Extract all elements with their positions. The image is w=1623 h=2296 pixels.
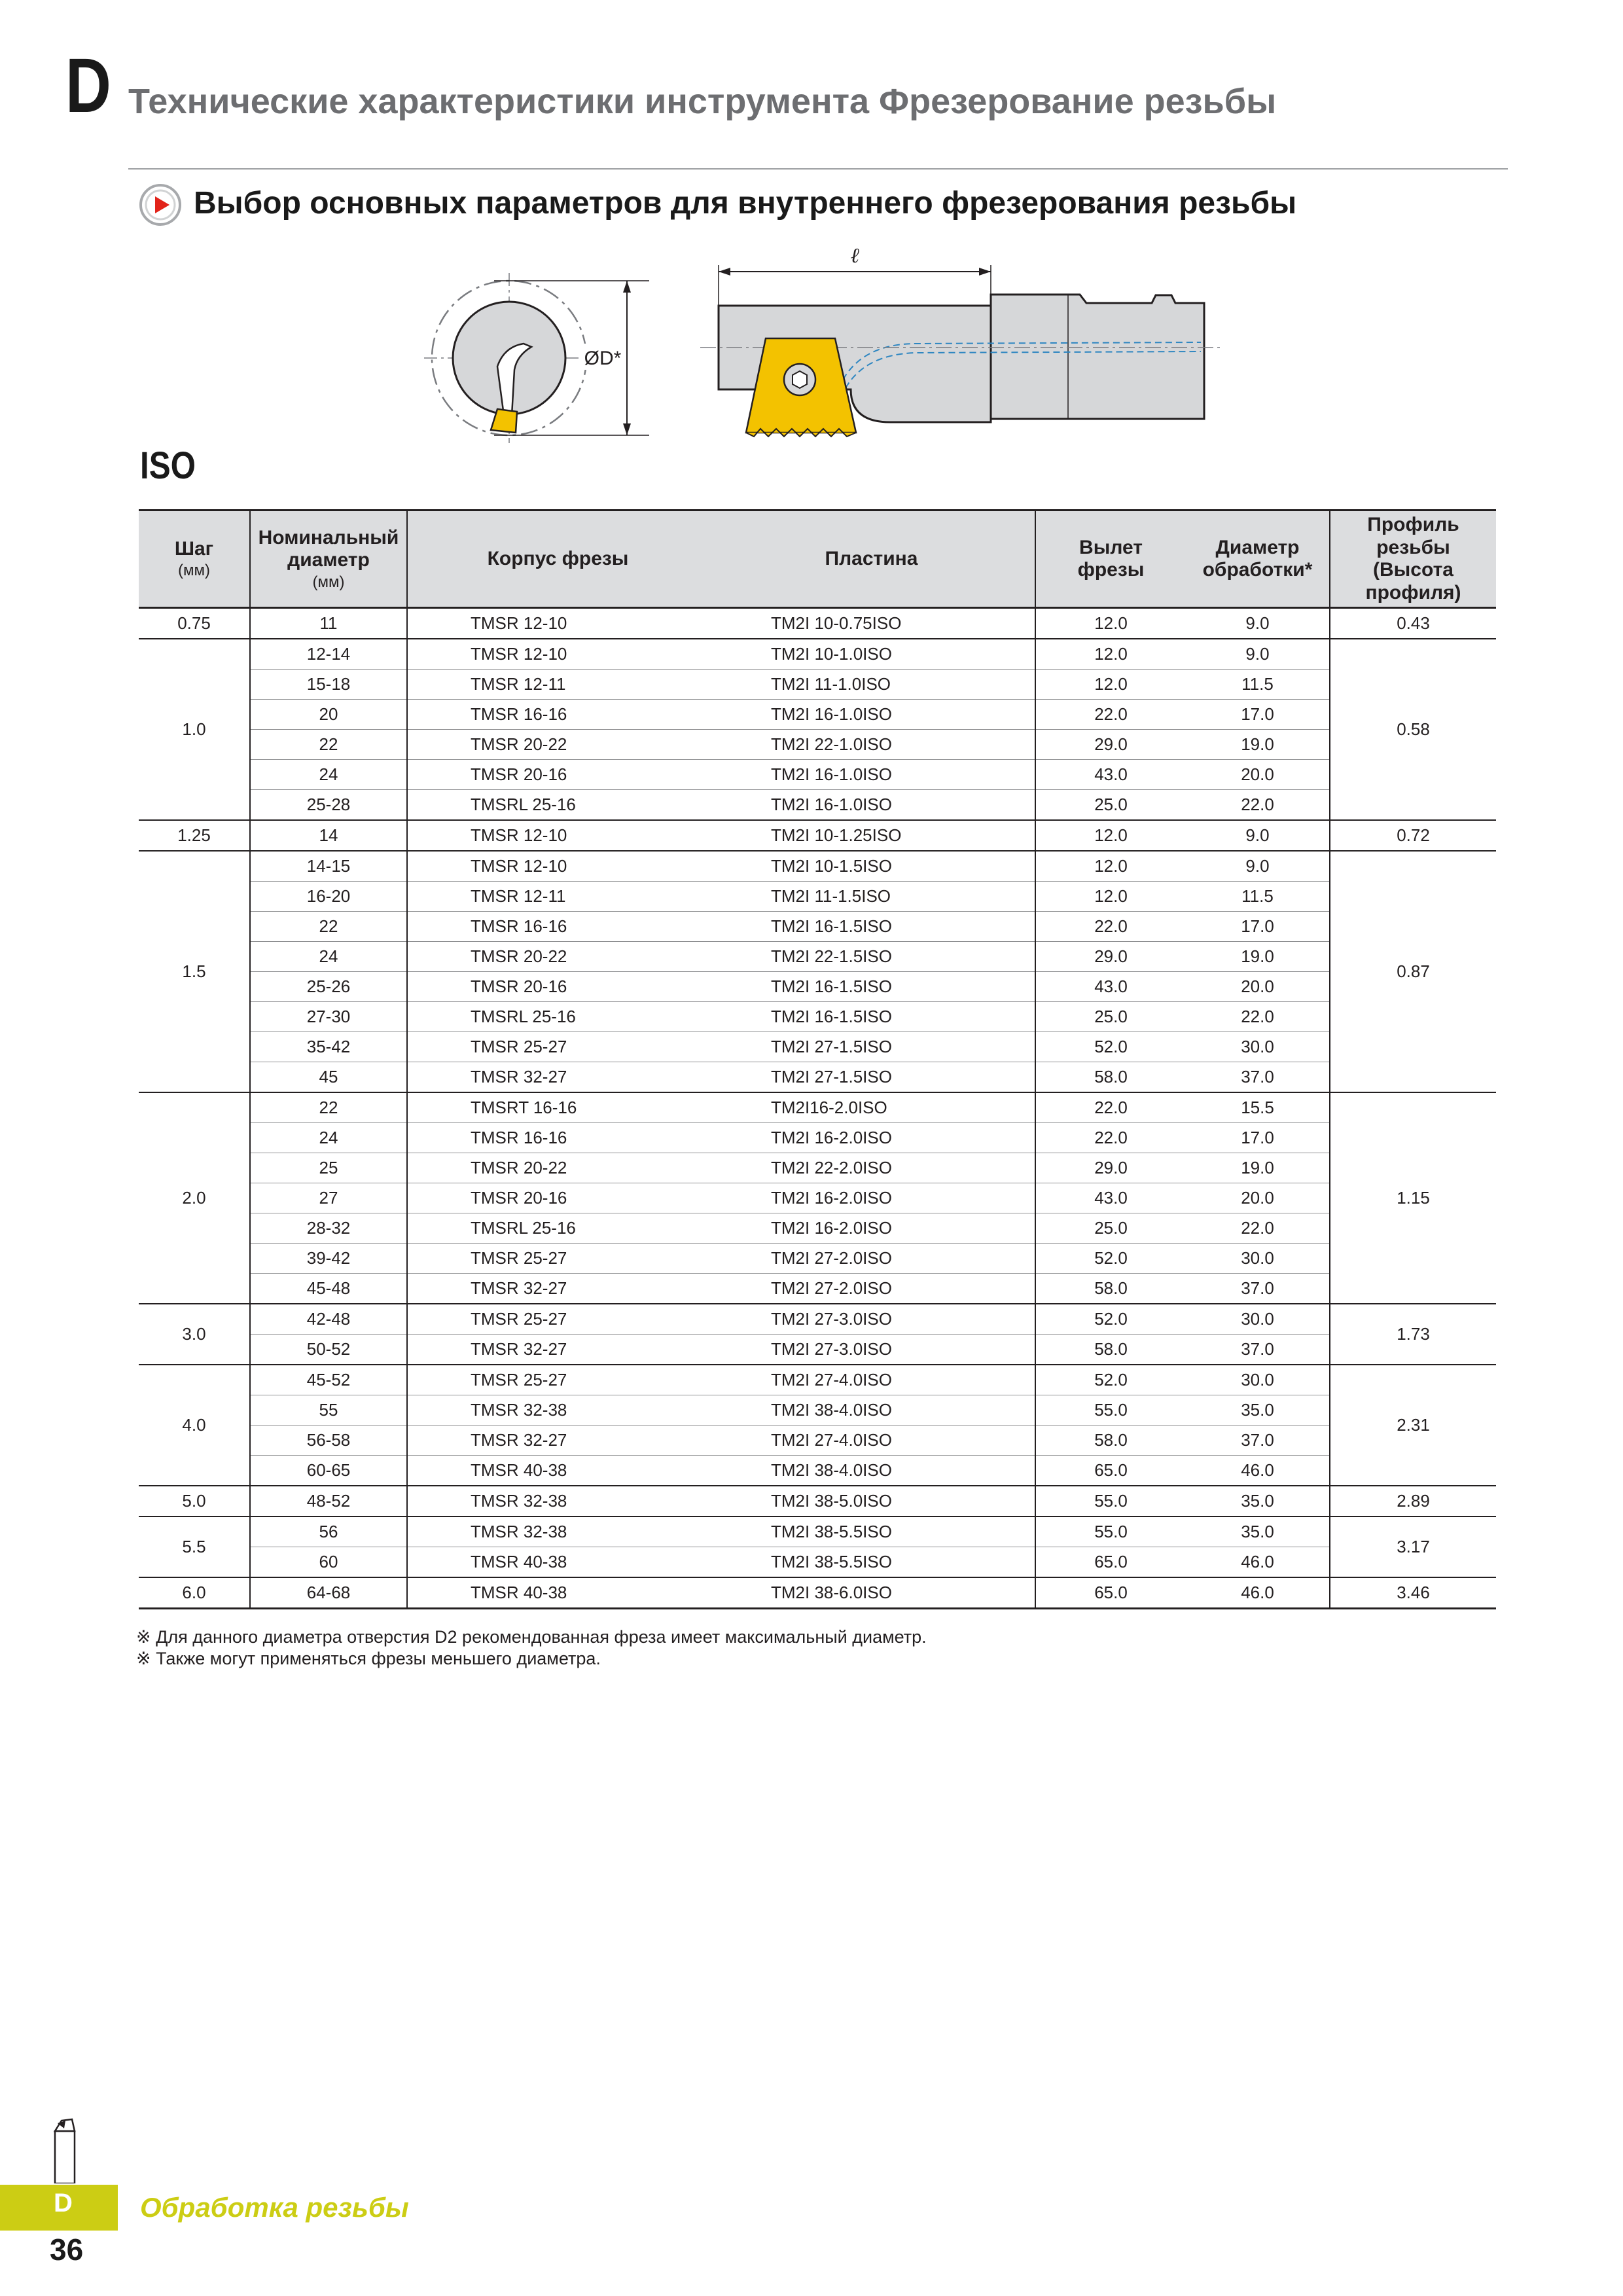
insert-cell: TM2I 38-6.0ISO <box>708 1577 1035 1609</box>
insert-cell: TM2I 16-1.5ISO <box>708 1002 1035 1032</box>
insert-cell: TM2I 38-4.0ISO <box>708 1395 1035 1426</box>
insert-cell: TM2I 38-5.5ISO <box>708 1547 1035 1578</box>
page-title: Технические характеристики инструмента Фрезерование резьбы <box>128 82 1277 121</box>
header-machining-diameter: Диаметр обработки* <box>1186 511 1330 608</box>
body-cell: TMSR 16-16 <box>407 1123 708 1153</box>
body-cell: TMSRL 25-16 <box>407 1002 708 1032</box>
body-cell: TMSR 16-16 <box>407 700 708 730</box>
insert-cell: TM2I 10-0.75ISO <box>708 608 1035 639</box>
machining-diameter-cell: 46.0 <box>1186 1577 1330 1609</box>
overhang-cell: 22.0 <box>1035 1092 1186 1123</box>
overhang-cell: 58.0 <box>1035 1426 1186 1456</box>
body-cell: TMSR 32-27 <box>407 1426 708 1456</box>
overhang-cell: 29.0 <box>1035 1153 1186 1183</box>
title-divider <box>128 168 1508 170</box>
nominal-cell: 35-42 <box>250 1032 407 1062</box>
overhang-cell: 43.0 <box>1035 972 1186 1002</box>
nominal-cell: 11 <box>250 608 407 639</box>
table-header-row <box>139 511 1496 608</box>
body-cell: TMSR 25-27 <box>407 1032 708 1062</box>
header-body: Корпус фрезы <box>407 511 708 608</box>
body-cell: TMSRT 16-16 <box>407 1092 708 1123</box>
overhang-cell: 22.0 <box>1035 912 1186 942</box>
table-row <box>139 851 1496 882</box>
spec-table <box>139 509 1496 1609</box>
machining-diameter-cell: 9.0 <box>1186 608 1330 639</box>
nominal-cell: 12-14 <box>250 639 407 670</box>
overhang-cell: 43.0 <box>1035 1183 1186 1213</box>
footnote: ※ Для данного диаметра отверстия D2 рекомендованная фреза имеет максимальный диаметр. <box>136 1627 927 1647</box>
table-row <box>139 760 1496 790</box>
insert-cell: TM2I 16-2.0ISO <box>708 1123 1035 1153</box>
overhang-cell: 65.0 <box>1035 1547 1186 1578</box>
body-cell: TMSR 12-10 <box>407 820 708 851</box>
thread-mill-icon <box>42 2118 88 2183</box>
table-row <box>139 1547 1496 1578</box>
body-cell: TMSR 20-22 <box>407 942 708 972</box>
nominal-cell: 24 <box>250 760 407 790</box>
machining-diameter-cell: 9.0 <box>1186 851 1330 882</box>
nominal-cell: 22 <box>250 912 407 942</box>
insert-cell: TM2I 27-4.0ISO <box>708 1365 1035 1395</box>
body-cell: TMSR 12-10 <box>407 639 708 670</box>
nominal-cell: 22 <box>250 730 407 760</box>
overhang-cell: 12.0 <box>1035 608 1186 639</box>
table-row <box>139 1304 1496 1335</box>
header-pitch: Шаг (мм) <box>139 511 250 608</box>
overhang-cell: 52.0 <box>1035 1365 1186 1395</box>
length-label: ℓ <box>850 243 859 267</box>
nominal-cell: 20 <box>250 700 407 730</box>
nominal-cell: 16-20 <box>250 882 407 912</box>
overhang-cell: 65.0 <box>1035 1456 1186 1486</box>
overhang-cell: 65.0 <box>1035 1577 1186 1609</box>
header-nominal: Номинальный диаметр (мм) <box>250 511 407 608</box>
diameter-label: ØD* <box>584 348 622 369</box>
insert-cell: TM2I 10-1.5ISO <box>708 851 1035 882</box>
nominal-cell: 60-65 <box>250 1456 407 1486</box>
overhang-cell: 58.0 <box>1035 1335 1186 1365</box>
body-cell: TMSR 20-16 <box>407 1183 708 1213</box>
table-row <box>139 670 1496 700</box>
body-cell: TMSRL 25-16 <box>407 1213 708 1244</box>
table-row <box>139 1486 1496 1516</box>
table-row <box>139 730 1496 760</box>
machining-diameter-cell: 11.5 <box>1186 670 1330 700</box>
tool-diagram <box>393 239 1309 448</box>
insert-cell: TM2I 22-1.5ISO <box>708 942 1035 972</box>
machining-diameter-cell: 17.0 <box>1186 912 1330 942</box>
nominal-cell: 50-52 <box>250 1335 407 1365</box>
profile-cell: 0.87 <box>1330 851 1496 1092</box>
table-row <box>139 1335 1496 1365</box>
table-row <box>139 639 1496 670</box>
table-row <box>139 1153 1496 1183</box>
insert-cell: TM2I 27-1.5ISO <box>708 1062 1035 1093</box>
end-view <box>424 273 649 443</box>
machining-diameter-cell: 15.5 <box>1186 1092 1330 1123</box>
table-row <box>139 1002 1496 1032</box>
body-cell: TMSR 12-10 <box>407 851 708 882</box>
table-row <box>139 1213 1496 1244</box>
nominal-cell: 56-58 <box>250 1426 407 1456</box>
machining-diameter-cell: 9.0 <box>1186 820 1330 851</box>
table-body <box>139 608 1496 1609</box>
body-cell: TMSR 20-16 <box>407 760 708 790</box>
body-cell: TMSR 12-11 <box>407 670 708 700</box>
insert-cell: TM2I 11-1.5ISO <box>708 882 1035 912</box>
nominal-cell: 60 <box>250 1547 407 1578</box>
overhang-cell: 12.0 <box>1035 882 1186 912</box>
insert-cell: TM2I 27-2.0ISO <box>708 1244 1035 1274</box>
nominal-cell: 15-18 <box>250 670 407 700</box>
insert-cell: TM2I 16-1.0ISO <box>708 760 1035 790</box>
table-row <box>139 820 1496 851</box>
body-cell: TMSR 16-16 <box>407 912 708 942</box>
chapter-letter: D <box>65 43 111 129</box>
pitch-cell: 6.0 <box>139 1577 250 1609</box>
machining-diameter-cell: 37.0 <box>1186 1062 1330 1093</box>
machining-diameter-cell: 46.0 <box>1186 1547 1330 1578</box>
body-cell: TMSR 12-10 <box>407 608 708 639</box>
pitch-cell: 0.75 <box>139 608 250 639</box>
body-cell: TMSR 32-27 <box>407 1062 708 1093</box>
nominal-cell: 25-28 <box>250 790 407 821</box>
nominal-cell: 45-48 <box>250 1274 407 1304</box>
nominal-cell: 55 <box>250 1395 407 1426</box>
overhang-cell: 58.0 <box>1035 1274 1186 1304</box>
header-profile: Профиль резьбы (Высота профиля) <box>1330 511 1496 608</box>
table-row <box>139 1183 1496 1213</box>
machining-diameter-cell: 37.0 <box>1186 1426 1330 1456</box>
overhang-cell: 52.0 <box>1035 1032 1186 1062</box>
body-cell: TMSR 32-27 <box>407 1335 708 1365</box>
body-cell: TMSRL 25-16 <box>407 790 708 821</box>
insert-cell: TM2I 16-1.5ISO <box>708 912 1035 942</box>
nominal-cell: 25-26 <box>250 972 407 1002</box>
profile-cell: 0.43 <box>1330 608 1496 639</box>
overhang-cell: 29.0 <box>1035 730 1186 760</box>
nominal-cell: 25 <box>250 1153 407 1183</box>
nominal-cell: 27 <box>250 1183 407 1213</box>
overhang-cell: 25.0 <box>1035 1213 1186 1244</box>
body-cell: TMSR 40-38 <box>407 1547 708 1578</box>
body-cell: TMSR 25-27 <box>407 1244 708 1274</box>
body-cell: TMSR 40-38 <box>407 1456 708 1486</box>
pitch-cell: 5.0 <box>139 1486 250 1516</box>
overhang-cell: 55.0 <box>1035 1486 1186 1516</box>
nominal-cell: 39-42 <box>250 1244 407 1274</box>
pitch-cell: 3.0 <box>139 1304 250 1365</box>
overhang-cell: 22.0 <box>1035 700 1186 730</box>
body-cell: TMSR 25-27 <box>407 1304 708 1335</box>
overhang-cell: 55.0 <box>1035 1395 1186 1426</box>
nominal-cell: 22 <box>250 1092 407 1123</box>
machining-diameter-cell: 35.0 <box>1186 1486 1330 1516</box>
table-row <box>139 1062 1496 1093</box>
body-cell: TMSR 40-38 <box>407 1577 708 1609</box>
pitch-cell: 1.5 <box>139 851 250 1092</box>
section-title: Выбор основных параметров для внутреннего фрезерования резьбы <box>194 186 1297 221</box>
overhang-cell: 12.0 <box>1035 670 1186 700</box>
table-row <box>139 1244 1496 1274</box>
nominal-cell: 14 <box>250 820 407 851</box>
machining-diameter-cell: 35.0 <box>1186 1395 1330 1426</box>
overhang-cell: 43.0 <box>1035 760 1186 790</box>
overhang-cell: 52.0 <box>1035 1304 1186 1335</box>
body-cell: TMSR 20-22 <box>407 730 708 760</box>
overhang-cell: 58.0 <box>1035 1062 1186 1093</box>
overhang-cell: 29.0 <box>1035 942 1186 972</box>
profile-cell: 1.73 <box>1330 1304 1496 1365</box>
table-row <box>139 1426 1496 1456</box>
insert-cell: TM2I 27-1.5ISO <box>708 1032 1035 1062</box>
machining-diameter-cell: 17.0 <box>1186 1123 1330 1153</box>
table-row <box>139 972 1496 1002</box>
profile-cell: 3.46 <box>1330 1577 1496 1609</box>
table-row <box>139 700 1496 730</box>
nominal-cell: 14-15 <box>250 851 407 882</box>
body-cell: TMSR 20-16 <box>407 972 708 1002</box>
body-cell: TMSR 12-11 <box>407 882 708 912</box>
nominal-cell: 42-48 <box>250 1304 407 1335</box>
machining-diameter-cell: 30.0 <box>1186 1244 1330 1274</box>
overhang-cell: 52.0 <box>1035 1244 1186 1274</box>
body-cell: TMSR 20-22 <box>407 1153 708 1183</box>
insert-cell: TM2I 10-1.0ISO <box>708 639 1035 670</box>
machining-diameter-cell: 19.0 <box>1186 730 1330 760</box>
table-row <box>139 1516 1496 1547</box>
machining-diameter-cell: 35.0 <box>1186 1516 1330 1547</box>
table-row <box>139 1032 1496 1062</box>
nominal-cell: 27-30 <box>250 1002 407 1032</box>
table-row <box>139 1395 1496 1426</box>
nominal-cell: 48-52 <box>250 1486 407 1516</box>
nominal-cell: 45-52 <box>250 1365 407 1395</box>
insert-cell: TM2I 11-1.0ISO <box>708 670 1035 700</box>
overhang-cell: 25.0 <box>1035 790 1186 821</box>
insert-cell: TM2I 16-1.0ISO <box>708 790 1035 821</box>
table-row <box>139 1123 1496 1153</box>
overhang-cell: 22.0 <box>1035 1123 1186 1153</box>
table-row <box>139 1577 1496 1609</box>
insert-cell: TM2I 16-1.0ISO <box>708 700 1035 730</box>
page-number: 36 <box>50 2233 84 2267</box>
overhang-cell: 55.0 <box>1035 1516 1186 1547</box>
pitch-cell: 1.0 <box>139 639 250 820</box>
nominal-cell: 24 <box>250 1123 407 1153</box>
pitch-cell: 5.5 <box>139 1516 250 1577</box>
body-cell: TMSR 32-27 <box>407 1274 708 1304</box>
header-insert: Пластина <box>708 511 1035 608</box>
table-row <box>139 1456 1496 1486</box>
insert-cell: TM2I 22-2.0ISO <box>708 1153 1035 1183</box>
nominal-cell: 28-32 <box>250 1213 407 1244</box>
pitch-cell: 1.25 <box>139 820 250 851</box>
machining-diameter-cell: 30.0 <box>1186 1365 1330 1395</box>
insert-cell: TM2I 27-2.0ISO <box>708 1274 1035 1304</box>
machining-diameter-cell: 37.0 <box>1186 1274 1330 1304</box>
insert-cell: TM2I 16-2.0ISO <box>708 1183 1035 1213</box>
machining-diameter-cell: 20.0 <box>1186 1183 1330 1213</box>
body-cell: TMSR 32-38 <box>407 1395 708 1426</box>
machining-diameter-cell: 37.0 <box>1186 1335 1330 1365</box>
insert-cell: TM2I 38-5.0ISO <box>708 1486 1035 1516</box>
table-row <box>139 1365 1496 1395</box>
machining-diameter-cell: 20.0 <box>1186 972 1330 1002</box>
overhang-cell: 12.0 <box>1035 639 1186 670</box>
machining-diameter-cell: 17.0 <box>1186 700 1330 730</box>
insert-cell: TM2I 10-1.25ISO <box>708 820 1035 851</box>
table-row <box>139 1274 1496 1304</box>
profile-cell: 0.72 <box>1330 820 1496 851</box>
body-cell: TMSR 32-38 <box>407 1516 708 1547</box>
machining-diameter-cell: 22.0 <box>1186 790 1330 821</box>
machining-diameter-cell: 20.0 <box>1186 760 1330 790</box>
machining-diameter-cell: 30.0 <box>1186 1304 1330 1335</box>
overhang-cell: 12.0 <box>1035 851 1186 882</box>
overhang-cell: 25.0 <box>1035 1002 1186 1032</box>
insert-cell: TM2I 22-1.0ISO <box>708 730 1035 760</box>
nominal-cell: 45 <box>250 1062 407 1093</box>
overhang-cell: 12.0 <box>1035 820 1186 851</box>
body-cell: TMSR 32-38 <box>407 1486 708 1516</box>
standard-label: ISO <box>140 444 196 487</box>
nominal-cell: 24 <box>250 942 407 972</box>
profile-cell: 2.89 <box>1330 1486 1496 1516</box>
machining-diameter-cell: 22.0 <box>1186 1213 1330 1244</box>
side-view <box>700 243 1224 437</box>
table-row <box>139 608 1496 639</box>
play-icon <box>139 183 182 226</box>
profile-cell: 0.58 <box>1330 639 1496 820</box>
insert-cell: TM2I 38-5.5ISO <box>708 1516 1035 1547</box>
machining-diameter-cell: 9.0 <box>1186 639 1330 670</box>
profile-cell: 2.31 <box>1330 1365 1496 1486</box>
table-row <box>139 882 1496 912</box>
machining-diameter-cell: 11.5 <box>1186 882 1330 912</box>
insert-cell: TM2I 27-3.0ISO <box>708 1304 1035 1335</box>
nominal-cell: 64-68 <box>250 1577 407 1609</box>
table-row <box>139 1092 1496 1123</box>
insert-cell: TM2I16-2.0ISO <box>708 1092 1035 1123</box>
machining-diameter-cell: 19.0 <box>1186 942 1330 972</box>
table-row <box>139 790 1496 821</box>
machining-diameter-cell: 30.0 <box>1186 1032 1330 1062</box>
insert-cell: TM2I 38-4.0ISO <box>708 1456 1035 1486</box>
insert-cell: TM2I 16-2.0ISO <box>708 1213 1035 1244</box>
nominal-cell: 56 <box>250 1516 407 1547</box>
insert-cell: TM2I 27-4.0ISO <box>708 1426 1035 1456</box>
header-overhang: Вылет фрезы <box>1035 511 1186 608</box>
body-cell: TMSR 25-27 <box>407 1365 708 1395</box>
insert-cell: TM2I 16-1.5ISO <box>708 972 1035 1002</box>
pitch-cell: 4.0 <box>139 1365 250 1486</box>
footer-section-title: Обработка резьбы <box>140 2192 409 2223</box>
footnote: ※ Также могут применяться фрезы меньшего диаметра. <box>136 1649 601 1668</box>
footer-tab-letter: D <box>54 2189 73 2217</box>
machining-diameter-cell: 22.0 <box>1186 1002 1330 1032</box>
profile-cell: 1.15 <box>1330 1092 1496 1304</box>
machining-diameter-cell: 19.0 <box>1186 1153 1330 1183</box>
machining-diameter-cell: 46.0 <box>1186 1456 1330 1486</box>
table-row <box>139 912 1496 942</box>
insert-cell: TM2I 27-3.0ISO <box>708 1335 1035 1365</box>
profile-cell: 3.17 <box>1330 1516 1496 1577</box>
pitch-cell: 2.0 <box>139 1092 250 1304</box>
table-row <box>139 942 1496 972</box>
